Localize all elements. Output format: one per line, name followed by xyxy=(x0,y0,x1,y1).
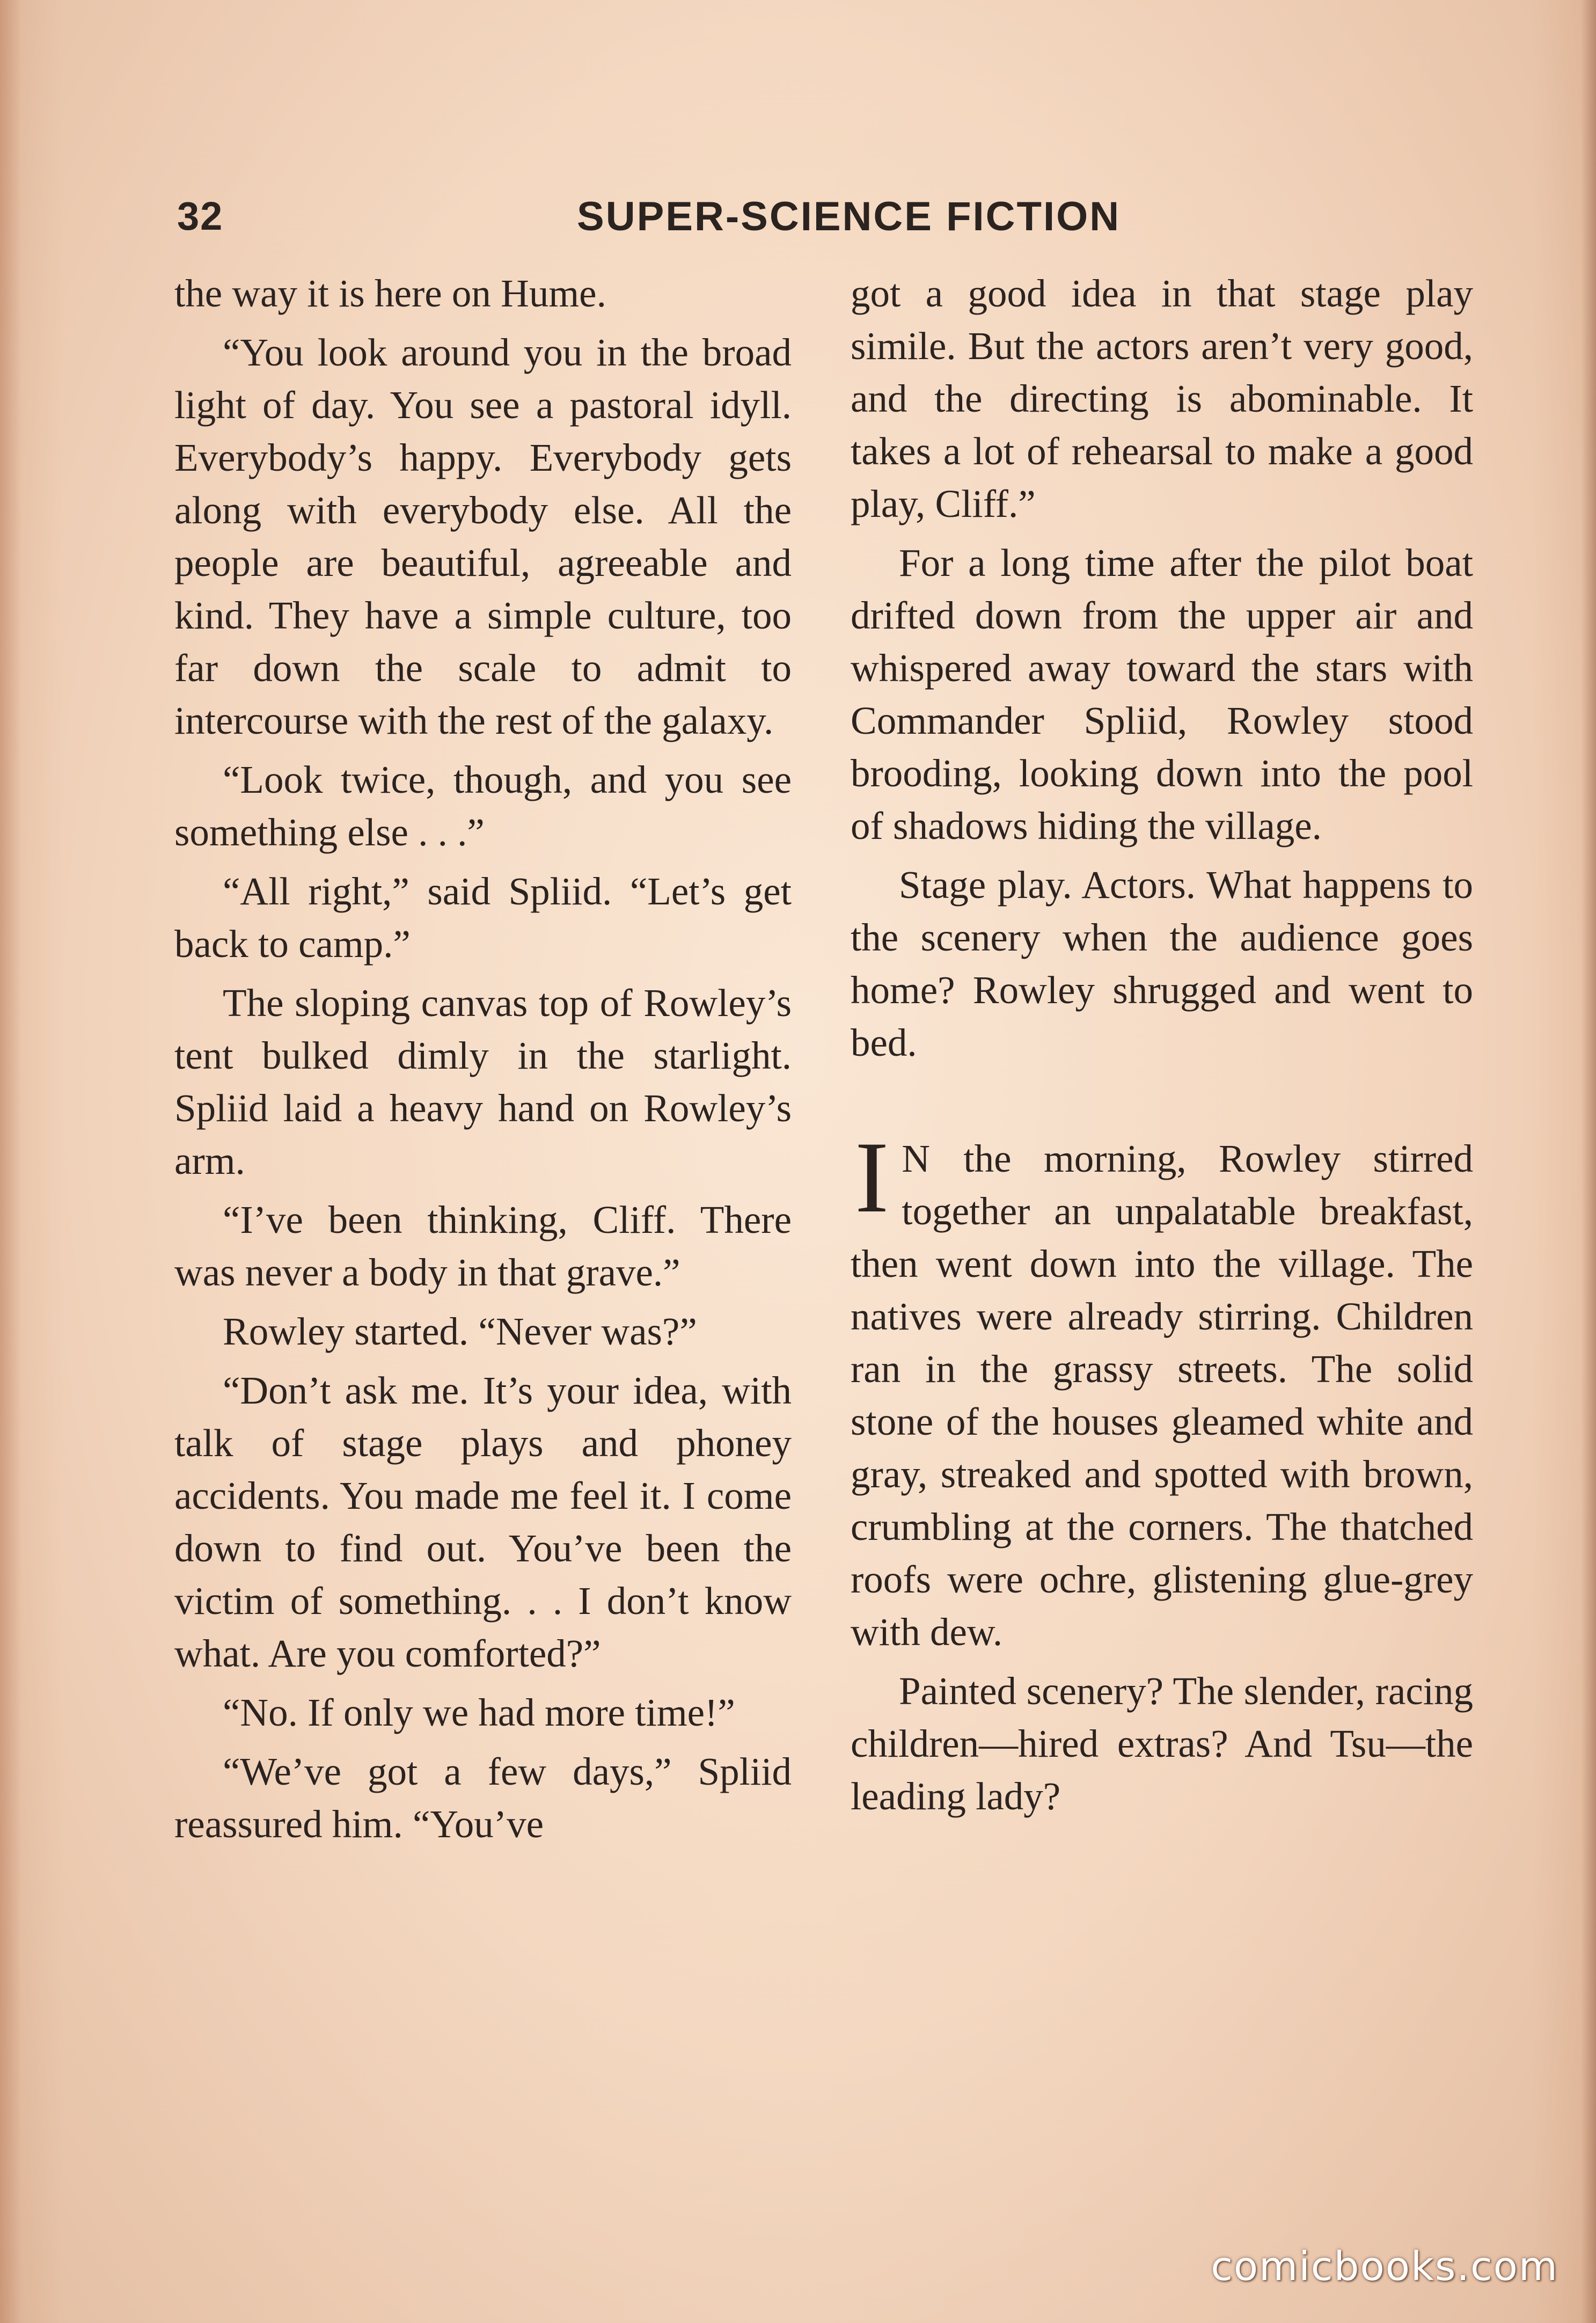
running-title: SUPER-SCIENCE FICTION xyxy=(577,194,1121,239)
paragraph: “No. If only we had more time!” xyxy=(223,1691,735,1734)
paragraph: the way it is here on Hume. xyxy=(174,272,606,315)
paragraph: “Don’t ask me. It’s your idea, with talk of stage plays and phoney accidents. You made me feel it. I come down to find out. You’ve been the victim of something. . . I don’t know what. Are you comforted?” xyxy=(174,1369,792,1675)
paragraph: Painted scenery? The slender, racing children—hired extras? And Tsu—the leading lady? xyxy=(851,1669,1473,1818)
page-header xyxy=(177,193,1476,252)
paragraph: Stage play. Actors. What happens to the scenery when the audience goes home? Rowley shrugged and went to bed. xyxy=(851,863,1473,1064)
paragraph: “We’ve got a few days,” Spliid reassured him. “You’ve xyxy=(174,1750,792,1846)
paragraph: “All right,” said Spliid. “Let’s get back to camp.” xyxy=(174,870,792,966)
paragraph: For a long time after the pilot boat drifted down from the upper air and whispered away toward the stars with Commander Spliid, Rowley stood brooding, looking down into the pool of shadows hiding the village. xyxy=(851,541,1473,848)
drop-cap-paragraph-text: the morning, Rowley stirred together an unpalatable breakfast, then went down into the village. The natives were already stirring. Children ran in the grassy streets. The solid stone of the houses gleamed white and gray, streaked and spotted with brown, crumbling at the corners. The thatched roofs were ochre, glistening glue-grey with dew. xyxy=(851,1137,1473,1654)
right-text-column xyxy=(851,267,1473,1829)
paragraph: Rowley started. “Never was?” xyxy=(223,1310,697,1353)
paragraph: “Look twice, though, and you see something else . . .” xyxy=(174,758,792,854)
paragraph: “You look around you in the broad light of day. You see a pastoral idyll. Everybody’s happy. Everybody gets along with everybody else. All the people are beautiful, agreeable and kind. They have a simple culture, too far down the scale to admit to intercourse with the rest of the galaxy. xyxy=(174,331,792,742)
paragraph: got a good idea in that stage play simile. But the actors aren’t very good, and the directing is abominable. It takes a lot of rehearsal to make a good play, Cliff.” xyxy=(851,272,1473,525)
drop-cap-letter: I xyxy=(855,1121,889,1234)
paragraph: “I’ve been thinking, Cliff. There was never a body in that grave.” xyxy=(174,1198,792,1294)
drop-cap-rest: N xyxy=(902,1137,931,1180)
page-number: 32 xyxy=(177,194,224,238)
drop-cap-paragraph xyxy=(851,1121,1473,1659)
left-text-column xyxy=(174,267,792,1857)
paragraph: The sloping canvas top of Rowley’s tent bulked dimly in the starlight. Spliid laid a heavy hand on Rowley’s arm. xyxy=(174,981,792,1182)
watermark: comicbooks.com xyxy=(1211,2244,1558,2290)
